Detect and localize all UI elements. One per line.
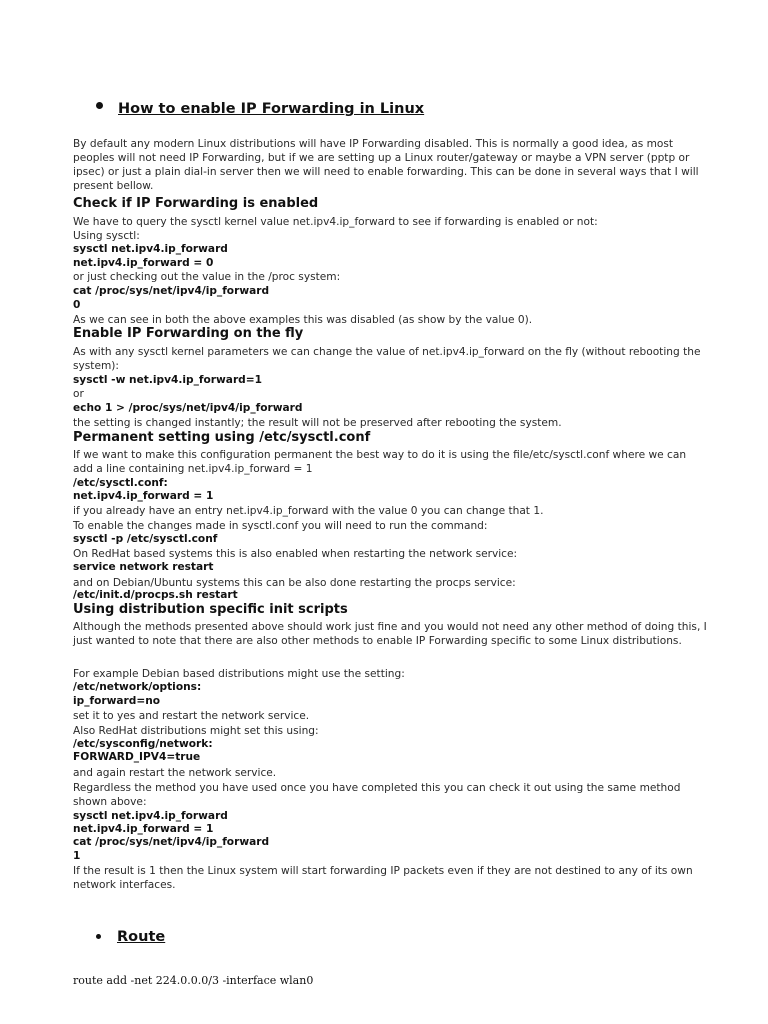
code-line: net.ipv4.ip_forward = 1 [73, 490, 214, 502]
heading-check-forwarding: Check if IP Forwarding is enabled [73, 196, 319, 211]
paragraph: For example Debian based distributions might use the setting: [73, 668, 405, 680]
paragraph: set it to yes and restart the network service. [73, 710, 310, 722]
code-line: FORWARD_IPV4=true [73, 751, 201, 763]
paragraph: As we can see in both the above examples this was disabled (as show by the value 0). [73, 314, 533, 326]
code-line: sysctl net.ipv4.ip_forward [73, 243, 228, 255]
heading-enable-on-the-fly: Enable IP Forwarding on the fly [73, 326, 304, 341]
bullet-icon [96, 102, 103, 109]
paragraph: Although the methods presented above should work just fine and you would not need any other method of doing this, I just wanted to note that there are also other methods to enable IP Forwarding specific to some Linux distributions. [73, 621, 707, 647]
paragraph: or [73, 388, 84, 400]
intro-paragraph: By default any modern Linux distributions will have IP Forwarding disabled. This is normally a good idea, as most peoples will not need IP Forwarding, but if we are setting up a Linux router/gateway or maybe a VPN server (pptp or ipsec) or just a plain dial-in server then we will need to enable forwarding. This can be done in several ways that I will present bellow. [73, 138, 699, 192]
code-line: cat /proc/sys/net/ipv4/ip_forward [73, 285, 270, 297]
section-heading-route [96, 929, 165, 945]
code-line: 1 [73, 850, 81, 862]
code-line: /etc/sysctl.conf: [73, 477, 168, 489]
code-line: net.ipv4.ip_forward = 1 [73, 823, 214, 835]
paragraph: and on Debian/Ubuntu systems this can be also done restarting the procps service: [73, 577, 516, 589]
paragraph: Using sysctl: [73, 230, 140, 242]
code-line: 0 [73, 299, 81, 311]
section-title: How to enable IP Forwarding in Linux [118, 101, 425, 117]
paragraph: or just checking out the value in the /proc system: [73, 271, 341, 283]
paragraph: Regardless the method you have used once you have completed this you can check it out using the same method shown above: [73, 782, 681, 808]
code-line: sysctl -p /etc/sysctl.conf [73, 533, 218, 545]
bullet-icon [96, 934, 101, 939]
code-line: echo 1 > /proc/sys/net/ipv4/ip_forward [73, 402, 303, 414]
paragraph: If we want to make this configuration permanent the best way to do it is using the file/etc/sysctl.conf where we can add a line containing net.ipv4.ip_forward = 1 [73, 449, 687, 475]
route-command: route add -net 224.0.0.0/3 -interface wlan0 [73, 974, 314, 987]
paragraph: To enable the changes made in sysctl.conf you will need to run the command: [73, 520, 488, 532]
section-heading-ip-forwarding [96, 101, 424, 117]
paragraph: If the result is 1 then the Linux system will start forwarding IP packets even if they are not destined to any of its own network interfaces. [73, 865, 693, 891]
code-line: net.ipv4.ip_forward = 0 [73, 257, 214, 269]
code-line: ip_forward=no [73, 695, 161, 707]
paragraph: and again restart the network service. [73, 767, 277, 779]
paragraph: if you already have an entry net.ipv4.ip_forward with the value 0 you can change that 1. [73, 505, 544, 517]
paragraph: On RedHat based systems this is also enabled when restarting the network service: [73, 548, 518, 560]
code-line: sysctl net.ipv4.ip_forward [73, 810, 228, 822]
paragraph: As with any sysctl kernel parameters we can change the value of net.ipv4.ip_forward on the fly (without rebooting the system): [73, 346, 701, 372]
code-line: cat /proc/sys/net/ipv4/ip_forward [73, 836, 270, 848]
paragraph: Also RedHat distributions might set this using: [73, 725, 319, 737]
code-line: /etc/init.d/procps.sh restart [73, 589, 238, 601]
code-line: service network restart [73, 561, 214, 573]
heading-distribution-scripts: Using distribution specific init scripts [73, 602, 348, 617]
code-line: /etc/sysconfig/network: [73, 738, 213, 750]
section-title: Route [117, 929, 166, 945]
heading-permanent-setting: Permanent setting using /etc/sysctl.conf [73, 430, 371, 445]
paragraph: We have to query the sysctl kernel value net.ipv4.ip_forward to see if forwarding is enabled or not: [73, 216, 598, 228]
paragraph: the setting is changed instantly; the result will not be preserved after rebooting the system. [73, 417, 562, 429]
code-line: sysctl -w net.ipv4.ip_forward=1 [73, 374, 262, 386]
code-line: /etc/network/options: [73, 681, 202, 693]
